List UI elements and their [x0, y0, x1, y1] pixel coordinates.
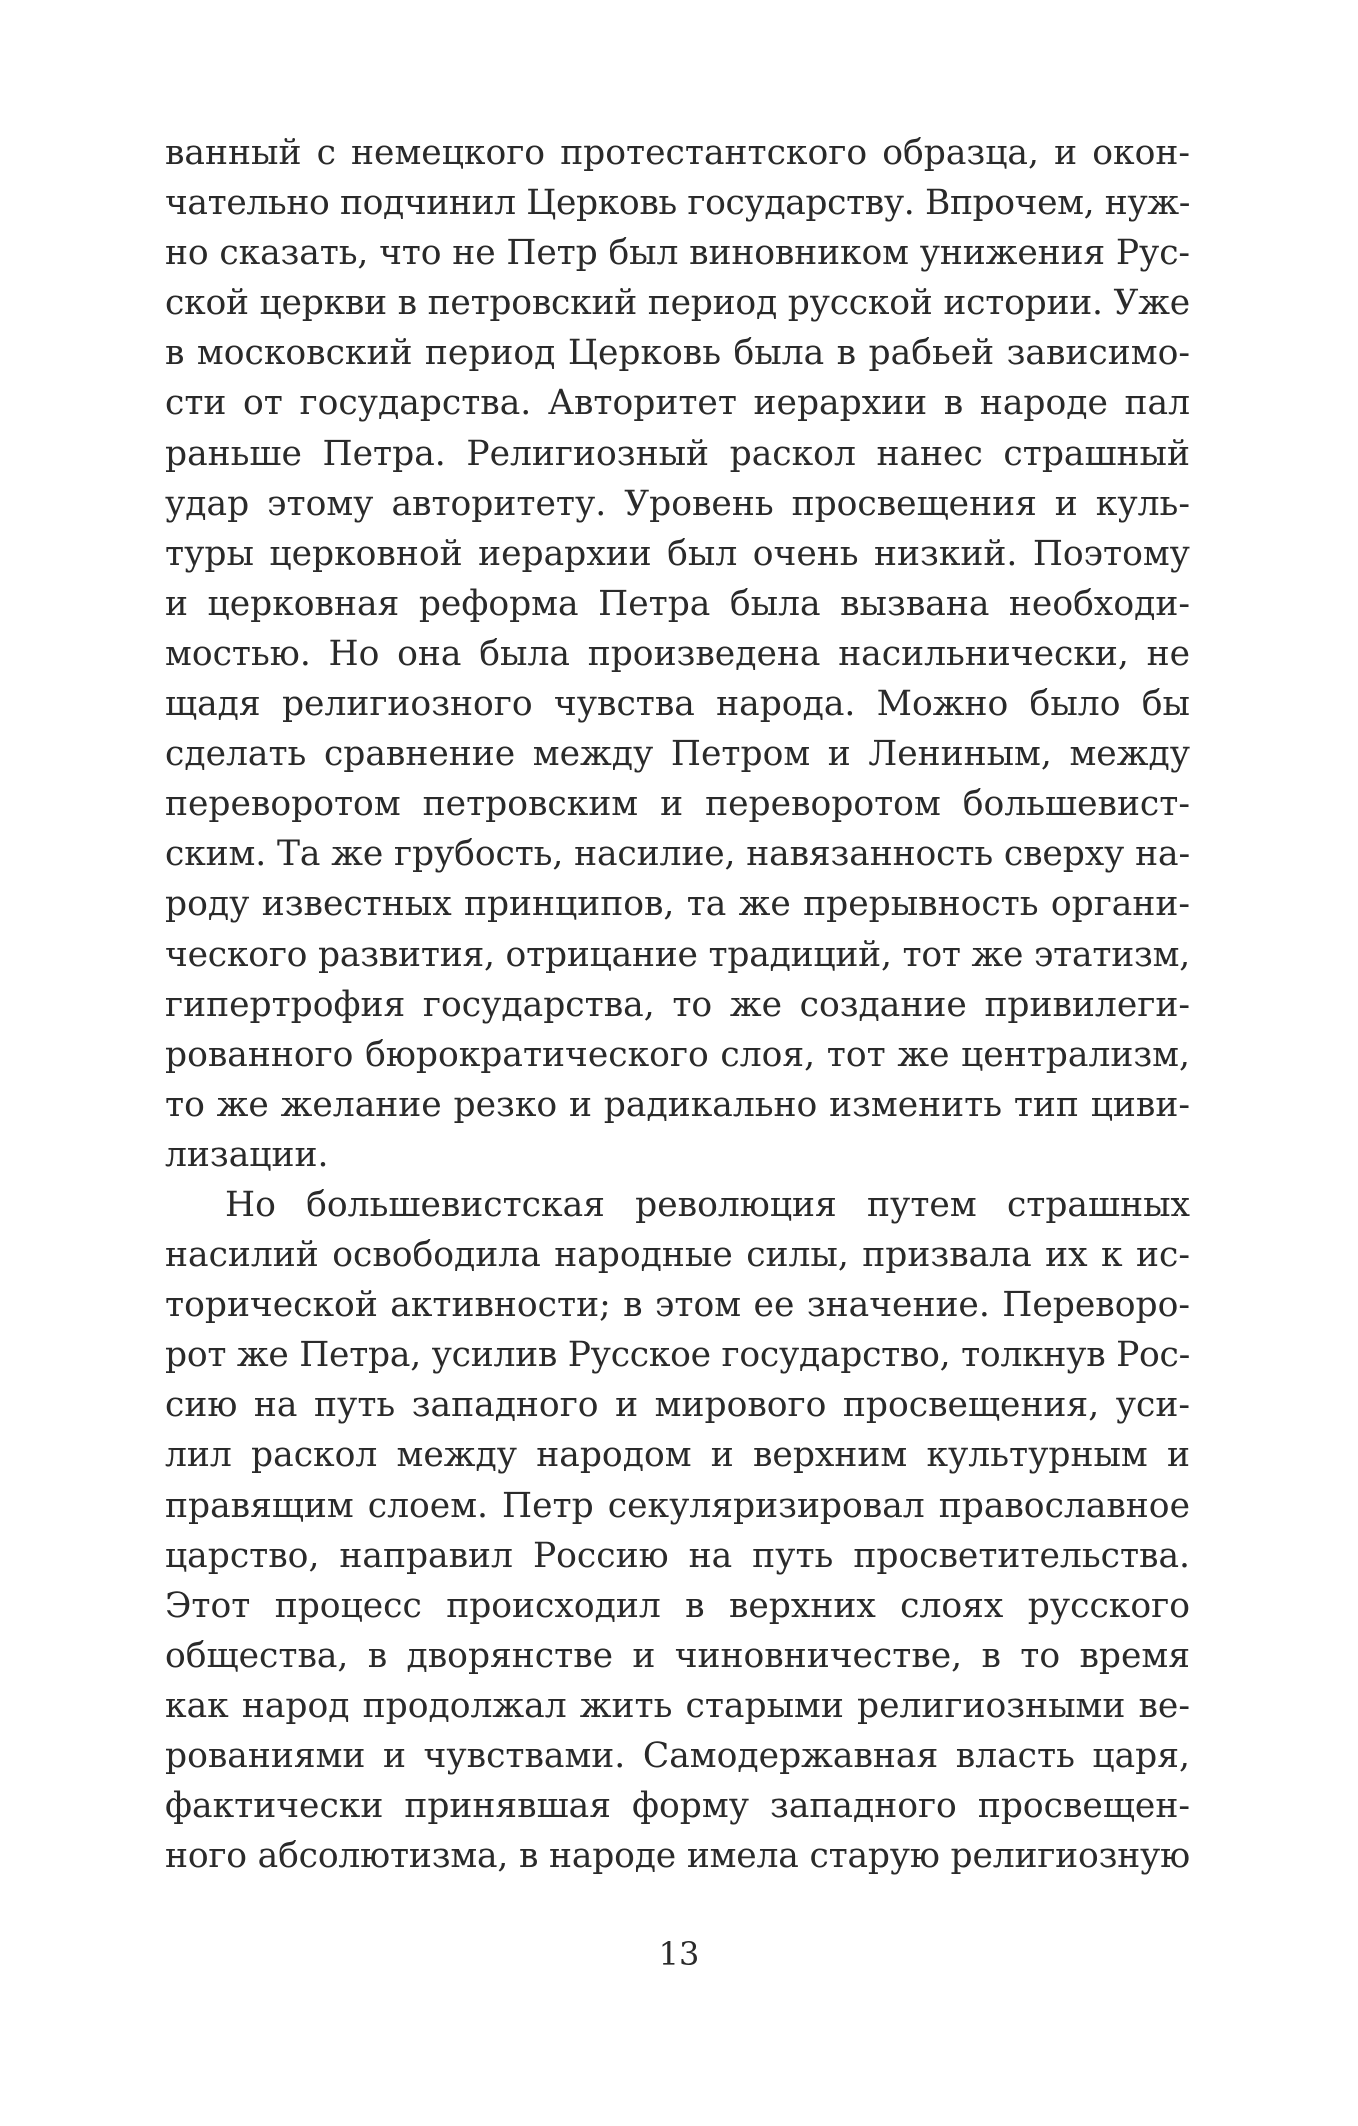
body-text — [165, 128, 1190, 1881]
text-line: в московский период Церковь была в рабьей зависимо- — [165, 333, 1190, 374]
text-line: ской церкви в петровский период русской истории. Уже — [165, 283, 1190, 324]
text-line: рот же Петра, усилив Русское государство, толкнув Рос- — [165, 1335, 1190, 1376]
text-line: чательно подчинил Церковь государству. Впрочем, нуж- — [165, 183, 1190, 224]
text-line: щадя религиозного чувства народа. Можно было бы — [165, 684, 1190, 725]
text-line: общества, в дворянстве и чиновничестве, в то время — [165, 1635, 1190, 1676]
text-line: рованного бюрократического слоя, тот же централизм, — [165, 1034, 1190, 1075]
text-line: Но большевистская революция путем страшных — [225, 1184, 1190, 1225]
text-line: раньше Петра. Религиозный раскол нанес страшный — [165, 433, 1190, 474]
page-number: 13 — [658, 1935, 700, 1973]
text-line: роду известных принципов, та же прерывность органи- — [165, 884, 1190, 925]
text-line: гипертрофия государства, то же создание привилеги- — [165, 984, 1190, 1025]
text-line: но сказать, что не Петр был виновником унижения Рус- — [165, 233, 1190, 274]
text-line: сию на путь западного и мирового просвещения, уси- — [165, 1385, 1190, 1426]
text-line: и церковная реформа Петра была вызвана необходи- — [165, 583, 1190, 624]
text-line: царство, направил Россию на путь просветительства. — [165, 1535, 1190, 1576]
paragraph-1 — [165, 128, 1190, 1180]
text-line: сделать сравнение между Петром и Лениным, между — [165, 734, 1190, 775]
text-line: Этот процесс происходил в верхних слоях русского — [165, 1585, 1190, 1626]
text-line: фактически принявшая форму западного просвещен- — [165, 1786, 1190, 1827]
text-line: как народ продолжал жить старыми религиозными ве- — [165, 1685, 1190, 1726]
text-line: туры церковной иерархии был очень низкий. Поэтому — [165, 533, 1190, 574]
text-line: ванный с немецкого протестантского образца, и окон- — [165, 133, 1190, 173]
text-line: мостью. Но она была произведена насильнически, не — [165, 633, 1190, 674]
text-line: сти от государства. Авторитет иерархии в народе пал — [165, 383, 1190, 424]
text-line: правящим слоем. Петр секуляризировал православное — [165, 1485, 1190, 1526]
paragraph-2 — [165, 1180, 1190, 1881]
text-line: ного абсолютизма, в народе имела старую религиозную — [165, 1836, 1190, 1877]
text-line: ским. Та же грубость, насилие, навязанность сверху на- — [165, 834, 1190, 875]
text-line: ческого развития, отрицание традиций, тот же этатизм, — [165, 934, 1190, 975]
text-line: рованиями и чувствами. Самодержавная власть царя, — [165, 1736, 1190, 1776]
text-line: торической активности; в этом ее значение. Переворо- — [165, 1285, 1190, 1326]
text-line: лизации. — [165, 1134, 329, 1175]
text-line: лил раскол между народом и верхним культурным и — [165, 1435, 1190, 1476]
text-line: удар этому авторитету. Уровень просвещения и куль- — [165, 483, 1190, 524]
text-line: переворотом петровским и переворотом большевист- — [165, 784, 1190, 825]
text-line: насилий освободила народные силы, призвала их к ис- — [165, 1235, 1190, 1276]
text-line: то же желание резко и радикально изменить тип циви- — [165, 1084, 1190, 1125]
